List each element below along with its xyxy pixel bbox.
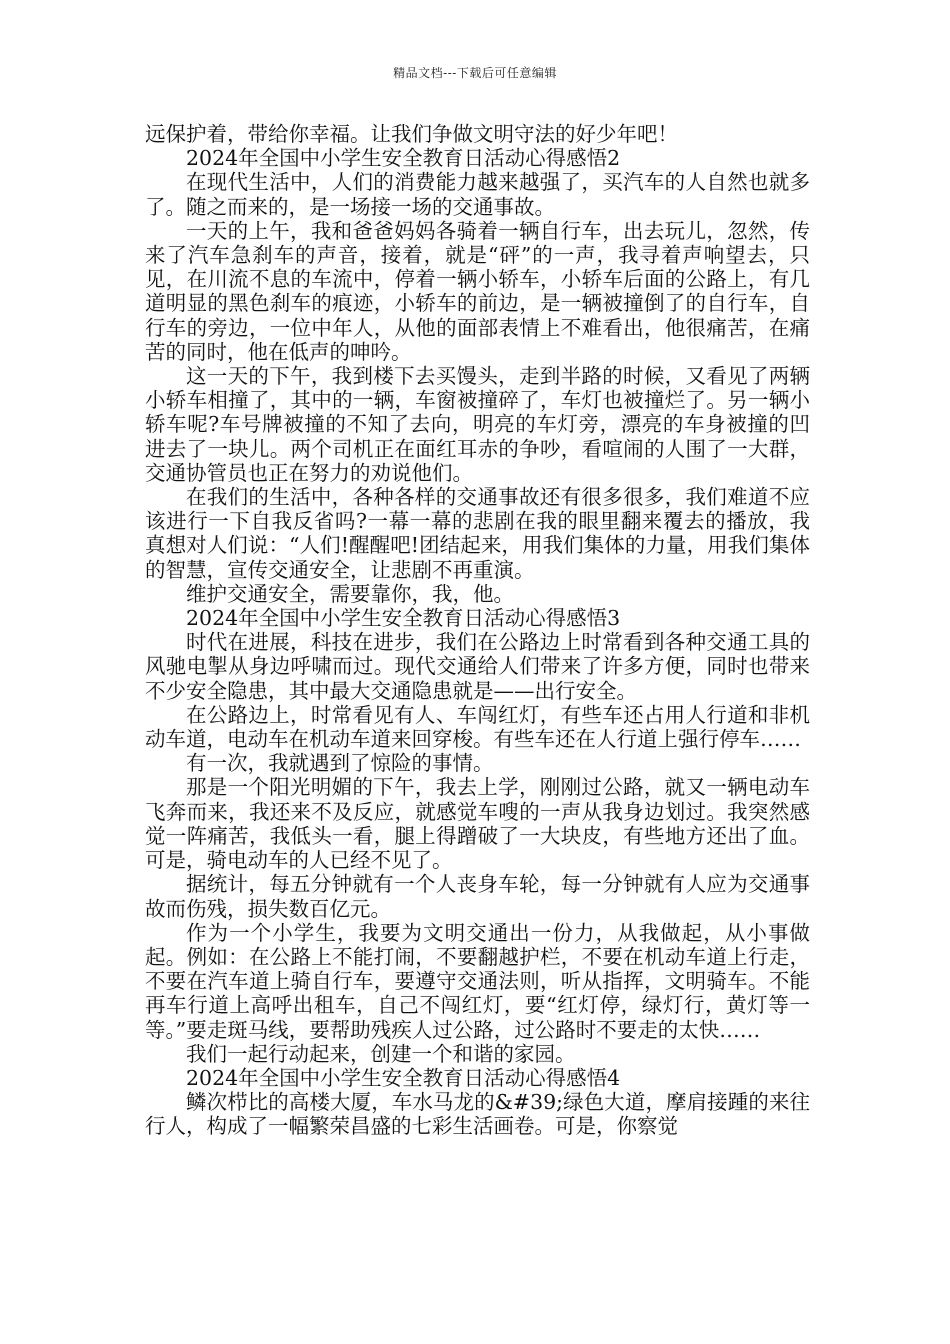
paragraph: 鳞次栉比的高楼大厦，车水马龙的&#39;绿色大道，摩肩接踵的来往行人，构成了一幅繁荣昌盛的七彩生活画卷。可是，你察觉 <box>145 1090 810 1139</box>
paragraph: 在现代生活中，人们的消费能力越来越强了，买汽车的人自然也就多了。随之而来的，是一场接一场的交通事故。 <box>145 170 810 219</box>
paragraph: 在我们的生活中，各种各样的交通事故还有很多很多，我们难道不应该进行一下自我反省吗?一幕一幕的悲剧在我的眼里翻来覆去的播放，我真想对人们说：“人们!醒醒吧!团结起来，用我们集体的力量，用我们集体的智慧，宣传交通安全，让悲剧不再重演。 <box>145 485 810 582</box>
paragraph: 远保护着，带给你幸福。让我们争做文明守法的好少年吧！ <box>145 122 678 146</box>
paragraph: 2024年全国中小学生安全教育日活动心得感悟3 <box>186 606 621 631</box>
paragraph: 这一天的下午，我到楼下去买馒头，走到半路的时候，又看见了两辆小轿车相撞了，其中的一辆，车窗被撞碎了，车灯也被撞烂了。另一辆小轿车呢?车号牌被撞的不知了去向，明亮的车灯旁，漂亮的车身被撞的凹进去了一块儿。两个司机正在面红耳赤的争吵，看喧闹的人围了一大群，交通协管员也正在努力的劝说他们。 <box>145 364 810 485</box>
paragraph: 在公路边上，时常看见有人、车闯红灯，有些车还占用人行道和非机动车道，电动车在机动车道来回穿梭。有些车还在人行道上强行停车…… <box>145 702 810 752</box>
paragraph: 那是一个阳光明媚的下午，我去上学，刚刚过公路，就又一辆电动车飞奔而来，我还来不及反应，就感觉车嗖的一声从我身边划过。我突然感觉一阵痛苦，我低头一看，腿上得蹭破了一大块皮，有些地方还出了血。可是，骑电动车的人已经不见了。 <box>145 775 810 873</box>
paragraph: 一天的上午，我和爸爸妈妈各骑着一辆自行车，出去玩儿，忽然，传来了汽车急刹车的声音，接着，就是“砰”的一声，我寻着声响望去，只见，在川流不息的车流中，停着一辆小轿车，小轿车后面的公路上，有几道明显的黑色刹车的痕迹，小轿车的前边，是一辆被撞倒了的自行车，自行车的旁边，一位中年人，从他的面部表情上不难看出，他很痛苦，在痛苦的同时，他在低声的呻吟。 <box>145 218 810 364</box>
paragraph: 时代在进展，科技在进步，我们在公路边上时常看到各种交通工具的风驰电掣从身边呼啸而过。现代交通给人们带来了许多方便，同时也带来不少安全隐患，其中最大交通隐患就是——出行安全。 <box>145 630 810 703</box>
paragraph: 有一次，我就遇到了惊险的事情。 <box>186 751 494 776</box>
document-body <box>145 122 810 1139</box>
paragraph: 维护交通安全，需要靠你，我，他。 <box>186 581 514 606</box>
page-header: 精品文档---下载后可任意编辑 <box>393 66 557 80</box>
paragraph: 2024年全国中小学生安全教育日活动心得感悟2 <box>186 146 621 171</box>
paragraph: 2024年全国中小学生安全教育日活动心得感悟4 <box>186 1065 621 1090</box>
paragraph: 作为一个小学生，我要为文明交通出一份力，从我做起，从小事做起。例如：在公路上不能打闹，不要翻越护栏，不要在机动车道上行走，不要在汽车道上骑自行车，要遵守交通法则，听从指挥，文明骑车。不能再车行道上高呼出租车，自己不闯红灯，要“红灯停，绿灯行，黄灯等一等。”要走斑马线，要帮助残疾人过公路，过公路时不要走的太快…… <box>145 920 810 1042</box>
paragraph: 我们一起行动起来，创建一个和谐的家园。 <box>186 1041 576 1066</box>
paragraph: 据统计，每五分钟就有一个人丧身车轮，每一分钟就有人应为交通事故而伤残，损失数百亿元。 <box>145 872 810 921</box>
